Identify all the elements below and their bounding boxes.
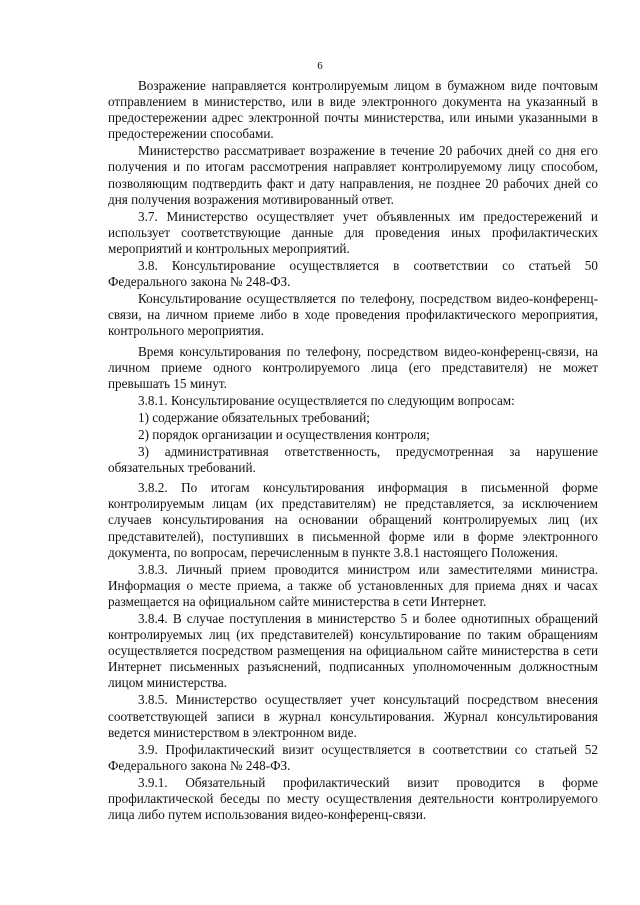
list-item-1: 1) содержание обязательных требований;	[138, 409, 370, 425]
list-item-3: 3) административная ответственность, предусмотренная за нарушение обязательных требований.	[108, 444, 598, 476]
paragraph-3-9-1: 3.9.1. Обязательный профилактический визит проводится в форме профилактической беседы по месту осуществления деятельности контролируемого лица либо путем использования видео-конференц-связи.	[108, 774, 598, 823]
paragraph-consulting-methods: Консультирование осуществляется по телефону, посредством видео-конференц-связи, на личном приеме либо в ходе проведения профилактического мероприятия, контрольного мероприятия.	[108, 291, 598, 339]
paragraph-3-8-2: 3.8.2. По итогам консультирования информация в письменной форме контролируемым лицам (их представителям) не представляется, за исключением случаев консультирования на основании обращений контролируемых лиц (их представителей), поступивших в письменной форме или в форме электронного документа, по вопросам, перечисленным в пункте 3.8.1 настоящего Положения.	[108, 480, 598, 560]
page-number: 6	[317, 60, 323, 72]
paragraph-consulting-time: Время консультирования по телефону, посредством видео-конференц-связи, на личном приеме одного контролируемого лица (его представителя) не может превышать 15 минут.	[108, 343, 598, 391]
paragraph-3-9: 3.9. Профилактический визит осуществляется в соответствии со статьей 52 Федерального закона № 248-ФЗ.	[108, 741, 598, 773]
paragraph-3-8-1: 3.8.1. Консультирование осуществляется по следующим вопросам:	[138, 392, 515, 408]
paragraph-3-8-4: 3.8.4. В случае поступления в министерство 5 и более однотипных обращений контролируемых лиц (их представителей) консультирование по таким обращениям осуществляется посредством размещения на официальном сайте министерства в сети Интернет письменных разъяснений, подписанных уполномоченным должностным лицом министерства.	[108, 611, 598, 691]
paragraph-3-8-3: 3.8.3. Личный прием проводится министром или заместителями министра. Информация о месте приема, а также об установленных для приема днях и часах размещается на официальном сайте министерства в сети Интернет.	[108, 561, 598, 609]
document-body	[108, 78, 598, 823]
paragraph-3-8-5: 3.8.5. Министерство осуществляет учет консультаций посредством внесения соответствующей записи в журнал консультирования. Журнал консультирования ведется министерством в электронном виде.	[108, 692, 598, 740]
list-item-2: 2) порядок организации и осуществления контроля;	[138, 426, 430, 442]
paragraph-3-8: 3.8. Консультирование осуществляется в соответствии со статьей 50 Федерального закона № 248-ФЗ.	[108, 258, 598, 290]
paragraph-3-7: 3.7. Министерство осуществляет учет объявленных им предостережений и использует соответствующие данные для проведения иных профилактических мероприятий и контрольных мероприятий.	[108, 208, 598, 256]
paragraph-objection-review: Министерство рассматривает возражение в течение 20 рабочих дней со дня его получения и по итогам рассмотрения направляет контролируемому лицу способом, позволяющим подтвердить факт и дату направления, не позднее 20 рабочих дней со дня получения возражения мотивированный ответ.	[108, 143, 598, 207]
paragraph-objection-delivery: Возражение направляется контролируемым лицом в бумажном виде почтовым отправлением в министерство, или в виде электронного документа на указанный в предостережении адрес электронной почты министерства, или иными указанными в предостережении способами.	[108, 78, 598, 142]
